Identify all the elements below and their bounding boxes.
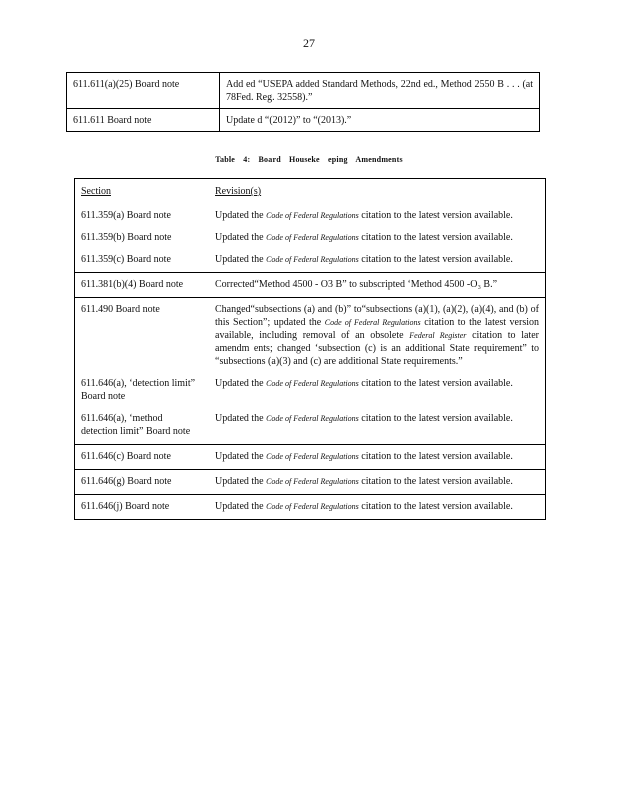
page-number: 27 [303,36,315,50]
section-column-header: Section [81,186,111,197]
revision-cell: Updated the Code of Federal Regulations citation to the latest version available. [205,470,546,495]
section-cell: 611.611(a)(25) Board note [67,73,220,109]
table-row [67,73,540,109]
table-header-row [75,179,546,205]
section-cell: 611.646(a), ‘method detection limit” Board note [75,407,206,445]
revision-cell: Update d “(2012)” to “(2013).” [220,109,540,132]
section-cell: 611.646(a), ‘detection limit” Board note [81,378,196,402]
table-row [75,248,546,273]
revision-cell: Updated the Code of Federal Regulations citation to the latest version available. [215,378,513,389]
table-row [75,372,546,407]
section-cell: 611.359(a) Board note [81,210,171,221]
revision-cell: Add ed “USEPA added Standard Methods, 22nd ed., Method 2550 B . . . (at 78Fed. Reg. 32558).” [220,73,540,109]
revision-cell: Updated the Code of Federal Regulations citation to the latest version available. [205,445,546,470]
table-caption: Table 4: Board Houseke eping Amendments [215,155,403,164]
revision-column-header: Revision(s) [215,186,262,197]
revision-cell: Corrected“Method 4500 - O3 B” to subscripted ‘Method 4500 -O₃ B.” [205,273,546,298]
table-row [67,109,540,132]
table-row [75,298,546,373]
table-row [75,204,546,226]
section-cell: 611.381(b)(4) Board note [75,273,206,298]
housekeeping-amendments-table [74,178,546,520]
section-cell: 611.611 Board note [67,109,220,132]
section-cell: 611.490 Board note [81,304,160,315]
section-cell: 611.646(j) Board note [75,495,206,520]
revision-cell: Updated the Code of Federal Regulations citation to the latest version available. [215,210,513,221]
table-row [75,407,546,445]
table-row [75,273,546,298]
section-cell: 611.359(b) Board note [81,232,172,243]
table-row [75,445,546,470]
revision-cell: Updated the Code of Federal Regulations citation to the latest version available. [205,495,546,520]
table-row [75,226,546,248]
table-row [75,470,546,495]
section-cell: 611.646(c) Board note [75,445,206,470]
revision-cell: Updated the Code of Federal Regulations citation to the latest version available. [215,232,513,243]
revision-cell: Updated the Code of Federal Regulations citation to the latest version available. [205,407,546,445]
revision-cell: Updated the Code of Federal Regulations citation to the latest version available. [205,248,546,273]
section-cell: 611.359(c) Board note [75,248,206,273]
table-row [75,495,546,520]
amendments-table-continued [66,72,540,132]
section-cell: 611.646(g) Board note [75,470,206,495]
revision-cell: Changed“subsections (a) and (b)” to“subsections (a)(1), (a)(2), (a)(4), and (b) of this Section”; updated the Code of Federal Regulations citation to the latest version available, including removal of an obsolete Federal Register citation to later amendm ents; changed ‘subsection (c) is an additional State requirement” to “subsections (a)(3) and (c) are additional State requirements.” [215,304,539,367]
